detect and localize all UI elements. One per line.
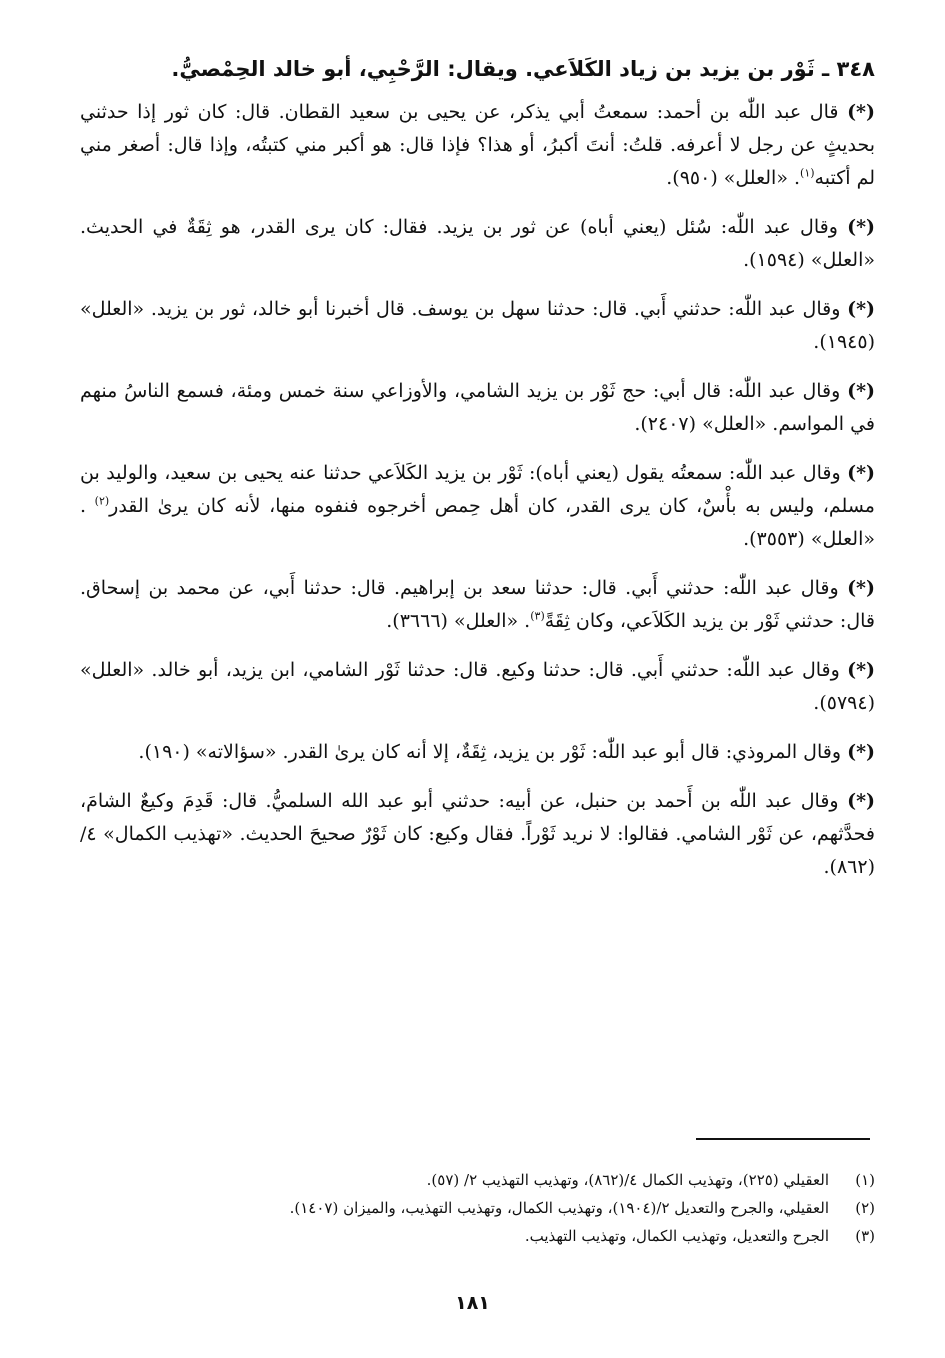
narration-paragraph: [80, 293, 875, 359]
narration-paragraph: [80, 211, 875, 277]
narration-text: وقال عبد اللّٰه: سُئل (يعني أباه) عن ثور بن يزيد. فقال: كان يرى القدر، هو ثِقَةٌ في الحديث. «العلل» (١٥٩٤).: [80, 216, 875, 271]
narration-marker: (*): [847, 577, 875, 599]
narration-marker: (*): [847, 298, 875, 320]
footnote-number: (١): [855, 1171, 875, 1189]
narration-text: وقال عبد اللّٰه بن أَحمد بن حنبل، عن أبيه: حدثني أبو عبد الله السلميُّ. قال: قَدِمَ وكيعٌ الشامَ، فحدَّثهم، عن ثَوْر الشامي. فقالوا: لا نريد ثَوْراً. فقال وكيع: كان ثَوْرٌ صحيحَ الحديث. «تهذيب الكمال» ٤/ (٨٦٢).: [80, 790, 875, 878]
footnote-number: (٣): [855, 1227, 875, 1245]
narration-paragraph: [80, 96, 875, 195]
footnote-text: الجرح والتعديل، وتهذيب الكمال، وتهذيب التهذيب.: [524, 1227, 829, 1245]
narration-text: وقال عبد اللّٰه: سمعتُه يقول (يعني أباه): ثَوْر بن يزيد الكَلاَعي حدثنا عنه يحيى بن سعيد، والوليد بن مسلم، وليس به بأْسٌ، كان يرى القدر، كان أهل حِمص أخرجوه فنفوه منها، لأنه كان يرىٰ القدر: [80, 462, 875, 517]
narration-text: وقال عبد اللّٰه: حدثني أَبي. قال: حدثنا سعد بن إبراهيم. قال: حدثنا أَبي، عن محمد بن إسحاق. قال: حدثني ثَوْر بن يزيد الكَلاَعي، وكان ثِقَةً: [80, 577, 875, 632]
narration-text: وقال عبد اللّٰه: قال أبي: حج ثَوْر بن يزيد الشامي، والأوزاعي سنة خمس ومئة، فسمع الناسُ منهم في المواسم. «العلل» (٢٤٠٧).: [80, 380, 875, 435]
narration-marker: (*): [847, 741, 875, 763]
narration-citation: . «العلل» (٩٥٠).: [666, 167, 801, 189]
footnote-reference: (٢): [94, 494, 110, 508]
narration-citation: . «العلل» (٣٥٥٣).: [80, 495, 875, 550]
footnotes: [80, 1166, 875, 1250]
footnote-text: العقيلي، والجرح والتعديل ٢/(١٩٠٤)، وتهذيب الكمال، وتهذيب التهذيب، والميزان (١٤٠٧).: [289, 1199, 829, 1217]
narration-paragraph: [80, 457, 875, 556]
page-body: [80, 52, 875, 900]
narration-paragraph: [80, 736, 875, 769]
narration-marker: (*): [847, 101, 875, 123]
narration-paragraph: [80, 572, 875, 638]
page-number: ١٨١: [455, 1292, 490, 1314]
narration-marker: (*): [847, 216, 876, 238]
narration-text: وقال المروذي: قال أبو عبد اللّٰه: ثَوْر بن يزيد، ثِقَةٌ، إلا أنه كان يرىٰ القدر. «سؤالاته» (١٩٠).: [138, 741, 842, 763]
footnote: [80, 1166, 875, 1194]
narration-paragraph: [80, 375, 875, 441]
narration-citation: . «العلل» (٣٦٦٦).: [386, 610, 531, 632]
narration-text: وقال عبد اللّٰه: حدثني أَبي. قال: حدثنا وكيع. قال: حدثنا ثَوْر الشامي، ابن يزيد، أبو خالد. «العلل» (٥٧٩٤).: [80, 659, 875, 714]
footnote: [80, 1222, 875, 1250]
entry-heading: ٣٤٨ ـ ثَوْر بن يزيد بن زياد الكَلاَعي. ويقال: الرَّحْبِي، أبو خالد الحِمْصيُّ.: [171, 57, 875, 81]
footnote: [80, 1194, 875, 1222]
footnote-reference: (١): [800, 166, 815, 180]
narration-marker: (*): [847, 790, 875, 812]
footnote-reference: (٣): [530, 609, 545, 623]
narration-paragraph: [80, 785, 875, 884]
narration-text: وقال عبد اللّٰه: حدثني أَبي. قال: حدثنا سهل بن يوسف. قال أخبرنا أبو خالد، ثور بن يزيد. «العلل» (١٩٤٥).: [80, 298, 875, 353]
footnote-divider: [696, 1138, 870, 1140]
footnote-number: (٢): [855, 1199, 875, 1217]
narration-marker: (*): [847, 462, 875, 484]
footnote-text: العقيلي (٢٢٥)، وتهذيب الكمال ٤/(٨٦٢)، وتهذيب التهذيب ٢/ (٥٧).: [426, 1171, 829, 1189]
narration-marker: (*): [847, 380, 875, 402]
narration-paragraph: [80, 654, 875, 720]
narration-text: قال عبد اللّٰه بن أحمد: سمعتُ أبي يذكر، عن يحيى بن سعيد القطان. قال: كان ثور إذا حدثني بحديثٍ عن رجل لا أعرفه. قلتُ: أنتَ أكبرُ، أو هذا؟ فإذا قال: هو أكبر مني كتبتُه، وإذا قال: أصغر مني لم أكتبه: [80, 101, 875, 189]
narration-marker: (*): [847, 659, 875, 681]
